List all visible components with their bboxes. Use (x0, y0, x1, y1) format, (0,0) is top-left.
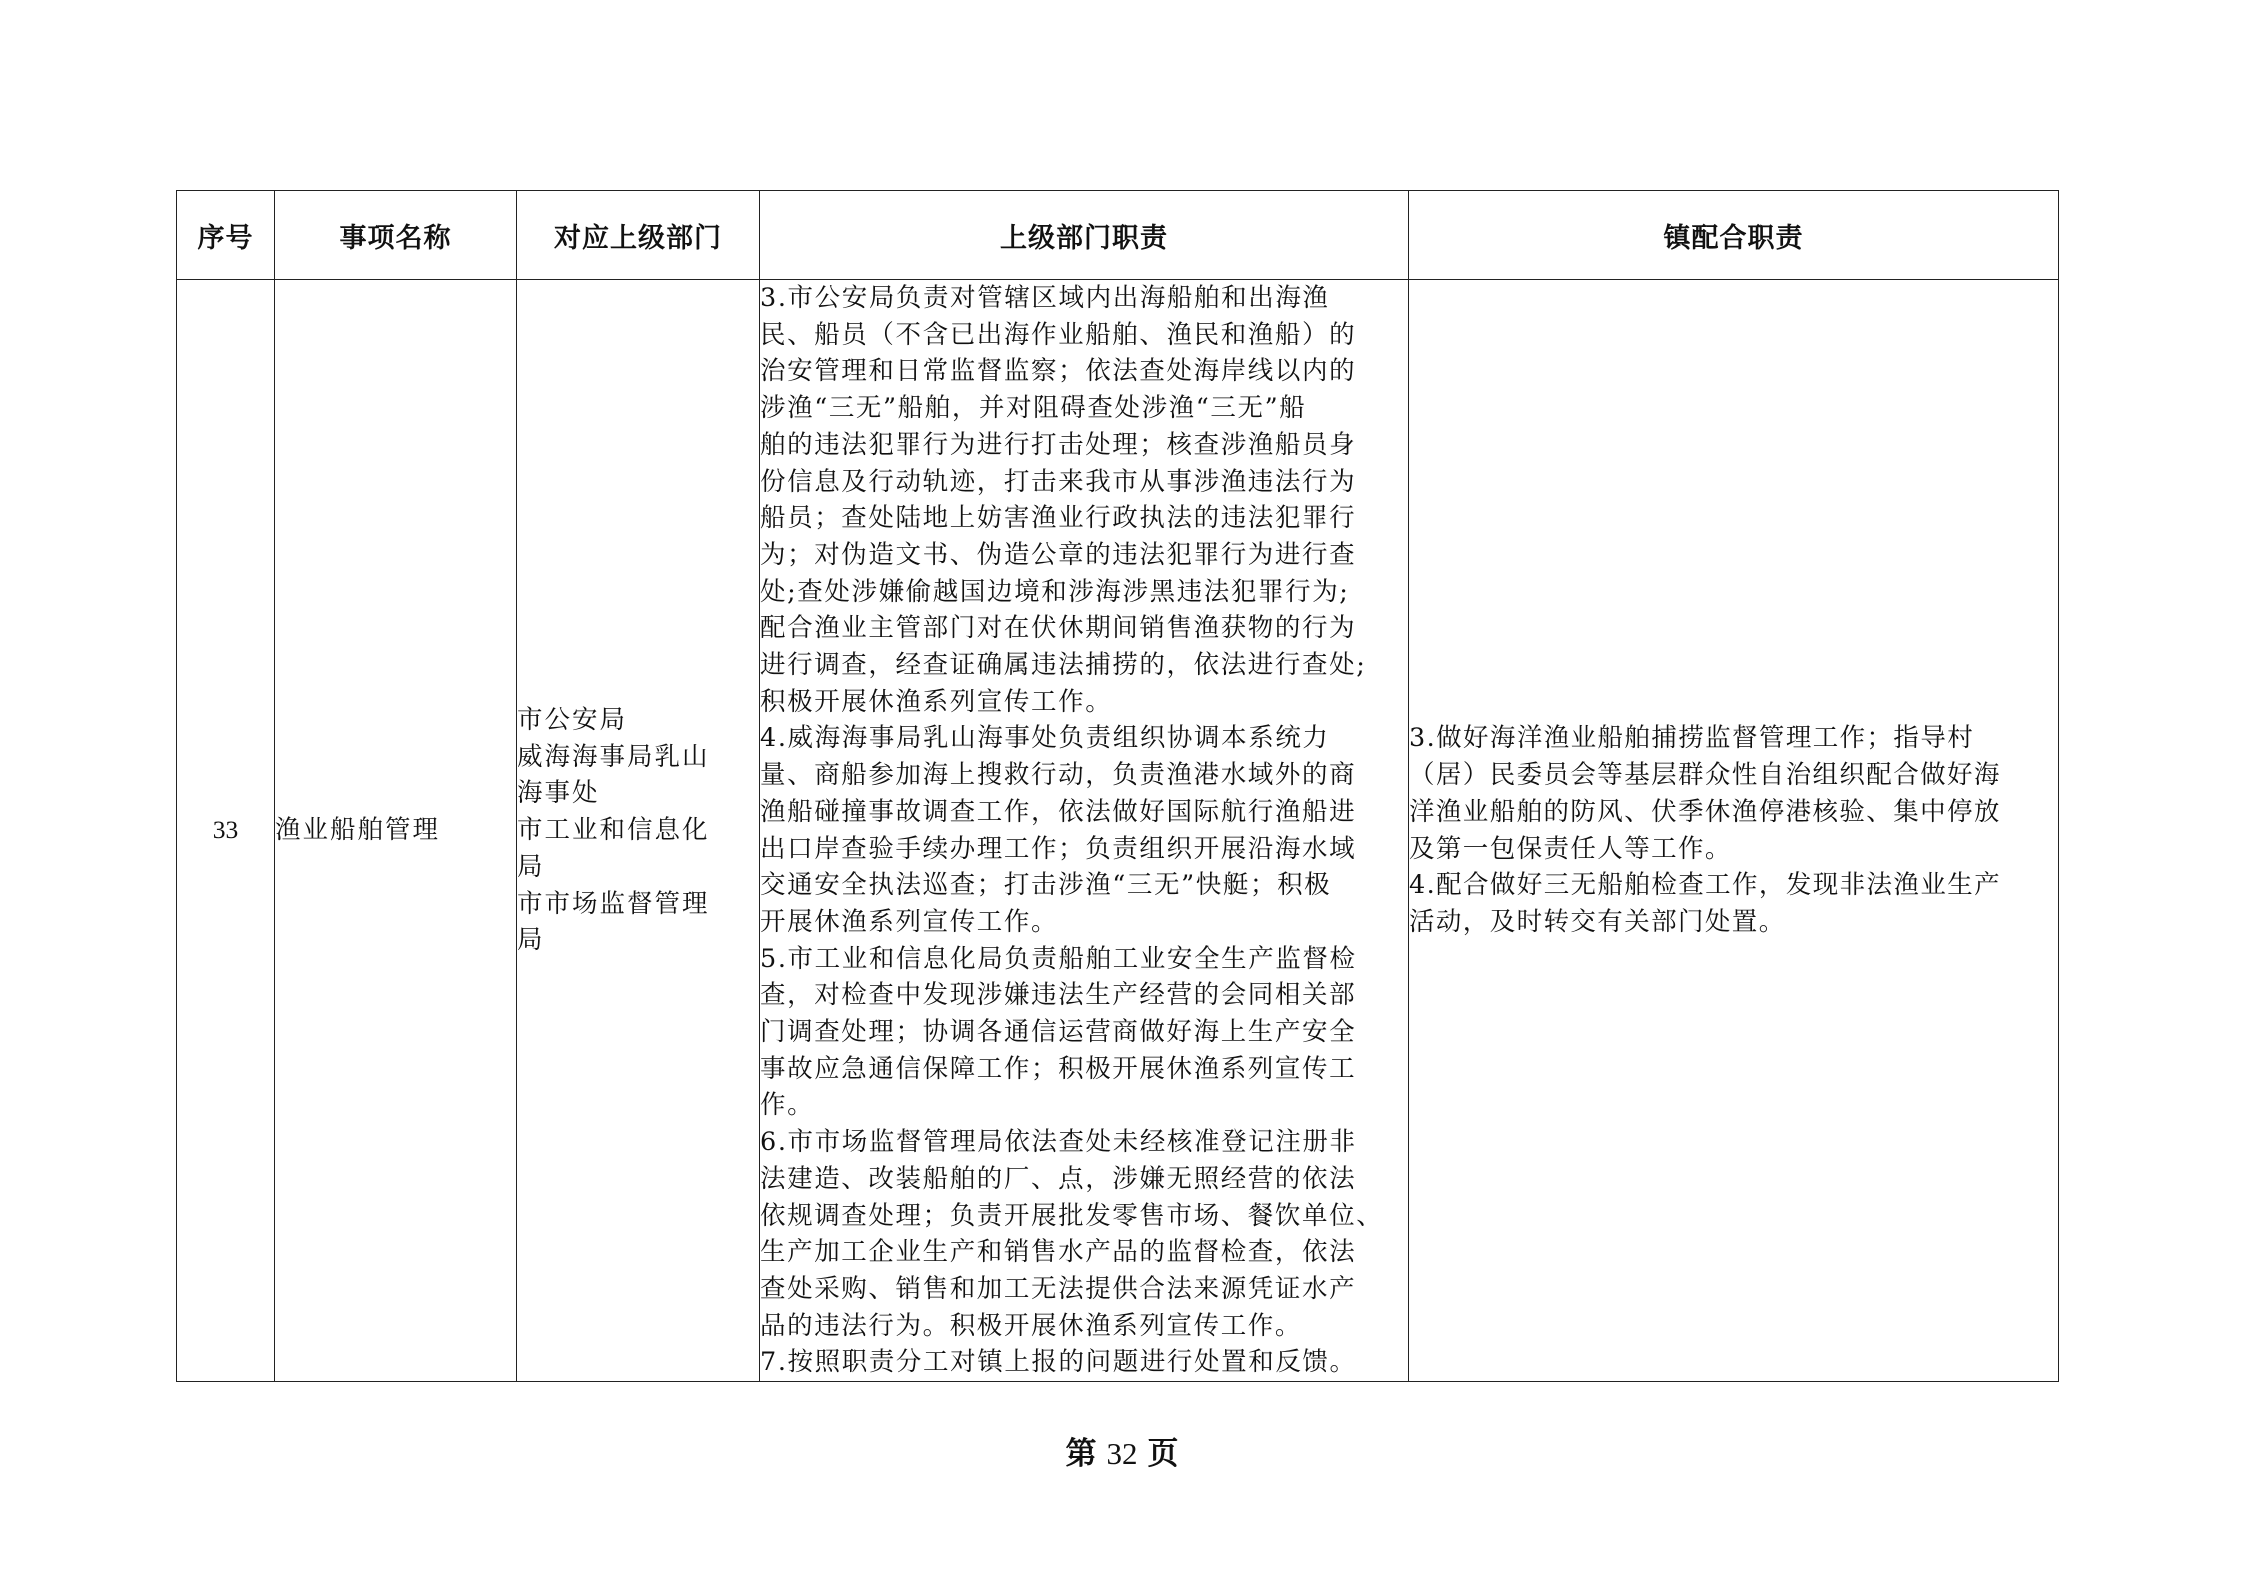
upper-duty-line: 进行调查，经查证确属违法捕捞的，依法进行查处; (760, 650, 1367, 681)
row-upper-duties (760, 280, 1409, 1382)
upper-duty-line: 门调查处理；协调各通信运营商做好海上生产安全 (760, 1017, 1357, 1048)
upper-duty-line: 作。 (760, 1090, 815, 1121)
upper-duty-line: 6.市市场监督管理局依法查处未经核准登记注册非 (760, 1127, 1357, 1158)
town-duty-line: 3.做好海洋渔业船舶捕捞监督管理工作；指导村 (1409, 723, 1975, 754)
upper-duty-line: 积极开展休渔系列宣传工作。 (760, 686, 1113, 717)
page-prefix: 第 (1065, 1436, 1097, 1472)
upper-duty-line: 量、商船参加海上搜救行动，负责渔港水域外的商 (760, 760, 1357, 791)
upper-duty-line: 查处采购、销售和加工无法提供合法来源凭证水产 (760, 1273, 1357, 1304)
upper-duty-line: 舶的违法犯罪行为进行打击处理；核查涉渔船员身 (760, 429, 1357, 460)
upper-duty-line: 事故应急通信保障工作；积极开展休渔系列宣传工 (760, 1053, 1357, 1084)
upper-duty-line: 法建造、改装船舶的厂、点，涉嫌无照经营的依法 (760, 1163, 1357, 1194)
department-line: 市工业和信息化 (517, 815, 710, 846)
row-number: 33 (177, 280, 275, 1382)
header-item-name: 事项名称 (275, 191, 517, 280)
upper-duty-line: 5.市工业和信息化局负责船舶工业安全生产监督检 (760, 943, 1357, 974)
header-town-duties: 镇配合职责 (1409, 191, 2059, 280)
upper-duty-line: 4.威海海事局乳山海事处负责组织协调本系统力 (760, 723, 1330, 754)
upper-duty-line: 船员；查处陆地上妨害渔业行政执法的违法犯罪行 (760, 503, 1357, 534)
header-upper-department: 对应上级部门 (517, 191, 760, 280)
upper-duty-line: 渔船碰撞事故调查工作，依法做好国际航行渔船进 (760, 796, 1357, 827)
responsibility-table (176, 190, 2059, 1382)
page-number-footer (0, 1428, 2244, 1473)
table-header-row (177, 191, 2059, 280)
town-duty-line: 洋渔业船舶的防风、伏季休渔停港核验、集中停放 (1409, 796, 2001, 827)
upper-duty-line: 7.按照职责分工对镇上报的问题进行处置和反馈。 (760, 1347, 1357, 1378)
upper-duty-line: 为；对伪造文书、伪造公章的违法犯罪行为进行查 (760, 539, 1357, 570)
upper-duty-line: 生产加工企业生产和销售水产品的监督检查，依法 (760, 1237, 1357, 1268)
department-line: 局 (517, 925, 545, 956)
upper-duty-line: 配合渔业主管部门对在伏休期间销售渔获物的行为 (760, 613, 1357, 644)
table-row (177, 280, 2059, 1382)
row-town-duties (1409, 280, 2059, 1382)
row-departments (517, 280, 760, 1382)
town-duty-line: 活动，及时转交有关部门处置。 (1409, 906, 1786, 937)
upper-duty-line: 3.市公安局负责对管辖区域内出海船舶和出海渔 (760, 283, 1330, 313)
department-line: 威海海事局乳山 (517, 741, 710, 772)
upper-duty-line: 份信息及行动轨迹，打击来我市从事涉渔违法行为 (760, 466, 1357, 497)
page-number: 32 (1106, 1436, 1138, 1471)
upper-duty-line: 交通安全执法巡查；打击涉渔“三无”快艇；积极 (760, 870, 1332, 901)
department-line: 市公安局 (517, 705, 628, 736)
town-duty-line: （居）民委员会等基层群众性自治组织配合做好海 (1409, 760, 2001, 791)
row-item-name: 渔业船舶管理 (275, 280, 517, 1382)
upper-duty-line: 品的违法行为。积极开展休渔系列宣传工作。 (760, 1310, 1303, 1341)
department-line: 市市场监督管理 (517, 888, 710, 919)
header-number: 序号 (177, 191, 275, 280)
upper-duty-line: 治安管理和日常监督监察；依法查处海岸线以内的 (760, 356, 1357, 387)
upper-duty-line: 民、船员（不含已出海作业船舶、渔民和渔船）的 (760, 319, 1357, 350)
header-upper-duties: 上级部门职责 (760, 191, 1409, 280)
town-duty-line: 4.配合做好三无船舶检查工作，发现非法渔业生产 (1409, 870, 2002, 901)
upper-duty-line: 涉渔“三无”船舶，并对阻碍查处涉渔“三无”船 (760, 393, 1307, 424)
upper-duty-line: 处;查处涉嫌偷越国边境和涉海涉黑违法犯罪行为; (760, 576, 1350, 607)
upper-duty-line: 开展休渔系列宣传工作。 (760, 906, 1059, 937)
upper-duty-line: 依规调查处理；负责开展批发零售市场、餐饮单位、 (760, 1200, 1384, 1231)
department-line: 局 (517, 851, 545, 882)
town-duty-line: 及第一包保责任人等工作。 (1409, 833, 1732, 864)
upper-duty-line: 出口岸查验手续办理工作；负责组织开展沿海水域 (760, 833, 1357, 864)
department-line: 海事处 (517, 778, 600, 809)
page-suffix: 页 (1147, 1436, 1179, 1472)
upper-duty-line: 查，对检查中发现涉嫌违法生产经营的会同相关部 (760, 980, 1357, 1011)
